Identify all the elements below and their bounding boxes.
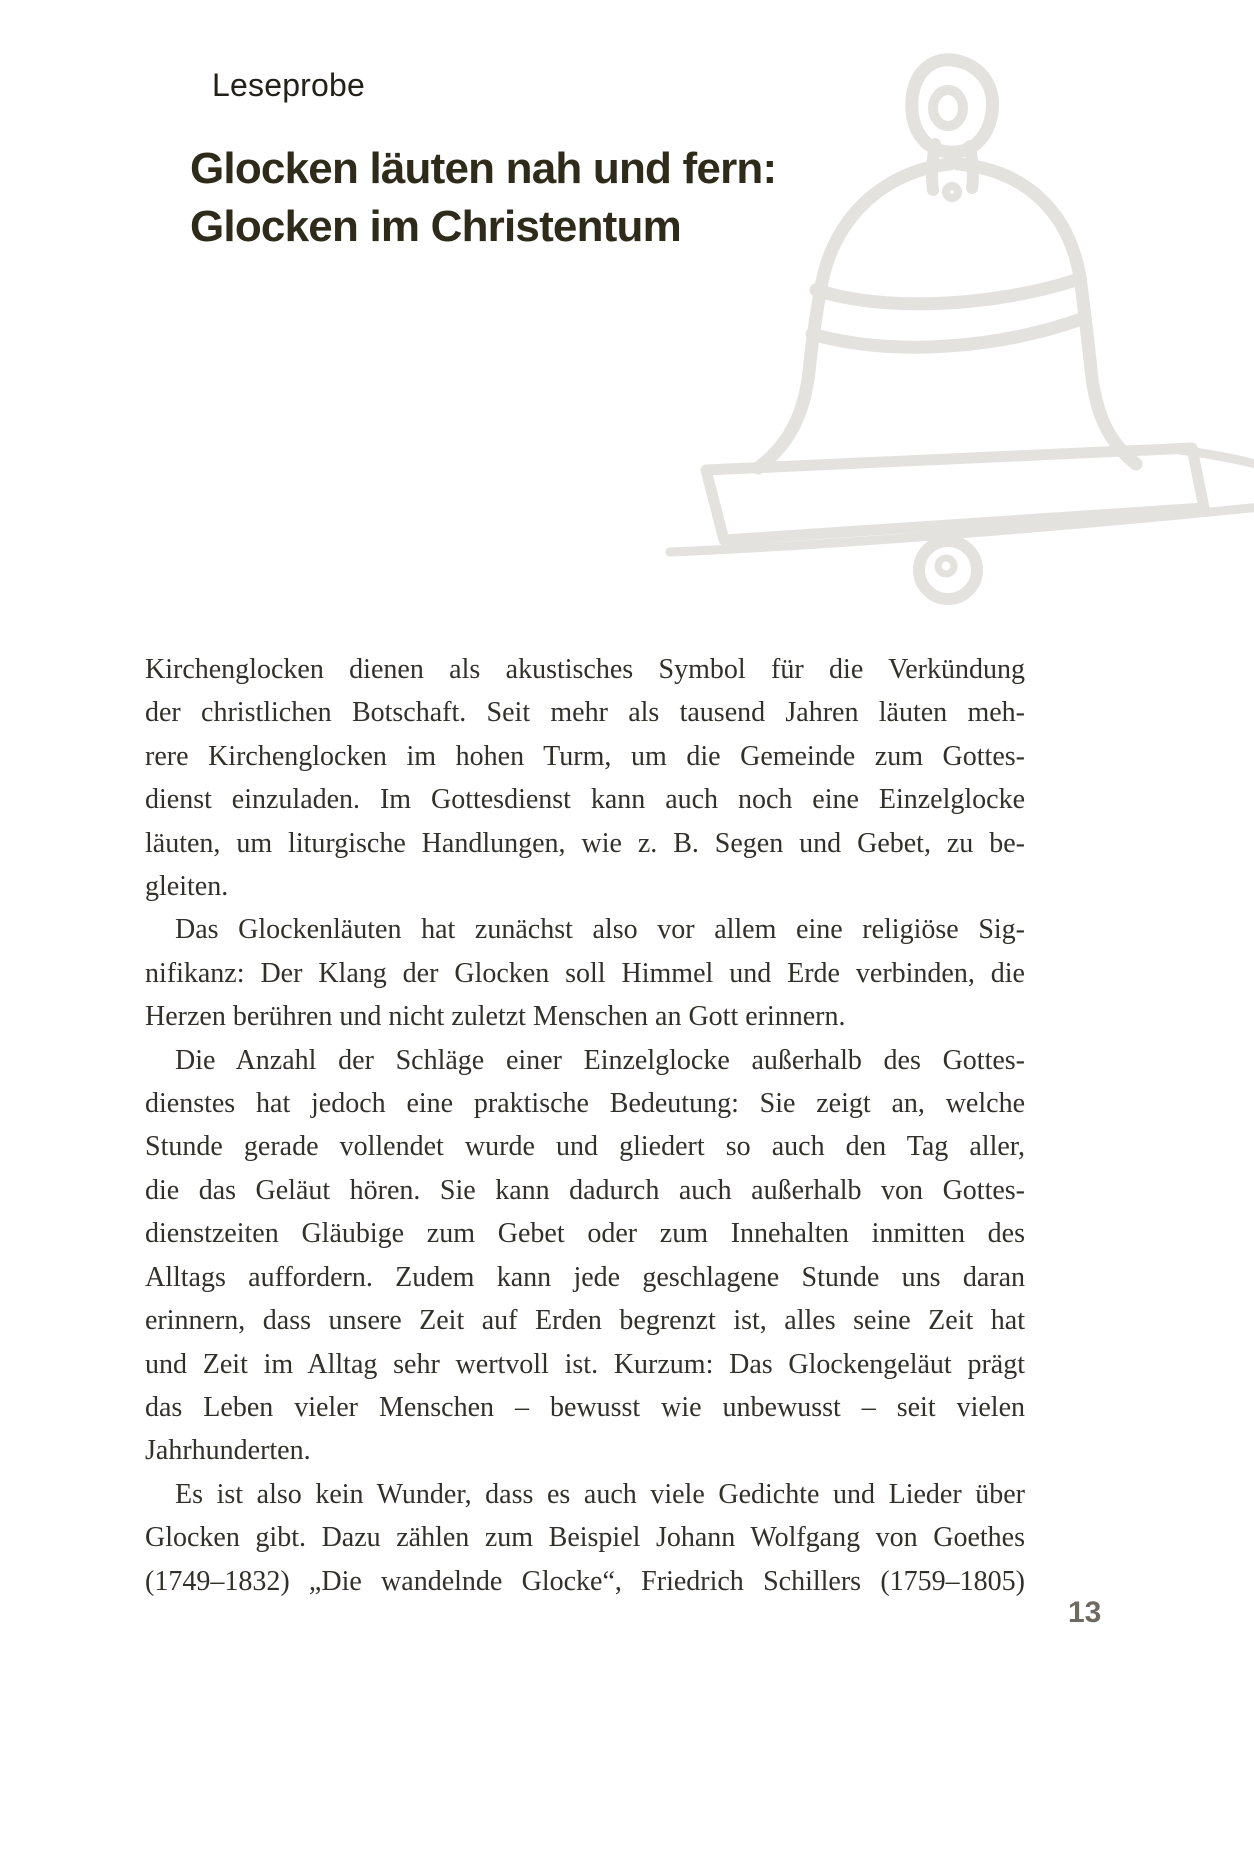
body-line: der christlichen Botschaft. Seit mehr als tausend Jahren läuten meh- [145, 697, 1025, 729]
body-line: nifikanz: Der Klang der Glocken soll Himmel und Erde verbinden, die [145, 957, 1025, 989]
body-line: gleiten. [145, 871, 229, 903]
body-line: läuten, um liturgische Handlungen, wie z. B. Segen und Gebet, zu be- [145, 827, 1025, 859]
kicker-label: Leseprobe [212, 67, 366, 103]
body-line: rere Kirchenglocken im hohen Turm, um die Gemeinde zum Gottes- [145, 740, 1025, 772]
body-line: Kirchenglocken dienen als akustisches Symbol für die Verkündung [145, 654, 1025, 685]
page-title-line2: Glocken im Christentum [190, 202, 681, 251]
body-line: das Leben vieler Menschen – bewusst wie unbewusst – seit vielen [145, 1391, 1025, 1423]
body-line: dienst einzuladen. Im Gottesdienst kann auch noch eine Einzelglocke [145, 784, 1025, 816]
body-line: Jahrhunderten. [145, 1435, 311, 1467]
body-line: Es ist also kein Wunder, dass es auch viele Gedichte und Lieder über [175, 1478, 1025, 1510]
body-line: dienstes hat jedoch eine praktische Bedeutung: Sie zeigt an, welche [145, 1088, 1025, 1120]
body-line: Stunde gerade vollendet wurde und gliedert so auch den Tag aller, [145, 1131, 1025, 1163]
body-line: Herzen berühren und nicht zuletzt Menschen an Gott erinnern. [145, 1001, 846, 1033]
body-line: Glocken gibt. Dazu zählen zum Beispiel Johann Wolfgang von Goethes [145, 1522, 1025, 1554]
page-title-line1: Glocken läuten nah und fern: [190, 144, 777, 193]
body-line: Die Anzahl der Schläge einer Einzelglocke außerhalb des Gottes- [175, 1044, 1025, 1076]
body-line: Das Glockenläuten hat zunächst also vor allem eine religiöse Sig- [175, 914, 1025, 946]
body-line: dienstzeiten Gläubige zum Gebet oder zum Innehalten inmitten des [145, 1218, 1025, 1250]
body-line: erinnern, dass unsere Zeit auf Erden begrenzt ist, alles seine Zeit hat [145, 1305, 1025, 1337]
body-line: die das Geläut hören. Sie kann dadurch auch außerhalb von Gottes- [145, 1174, 1025, 1206]
bell-icon [640, 50, 1254, 610]
body-line: (1749–1832) „Die wandelnde Glocke“, Friedrich Schillers (1759–1805) [145, 1565, 1025, 1597]
body-text [145, 648, 1025, 1603]
page-number: 13 [1068, 1596, 1102, 1629]
body-line: und Zeit im Alltag sehr wertvoll ist. Kurzum: Das Glockengeläut prägt [145, 1348, 1025, 1380]
body-line: Alltags auffordern. Zudem kann jede geschlagene Stunde uns daran [145, 1261, 1025, 1293]
